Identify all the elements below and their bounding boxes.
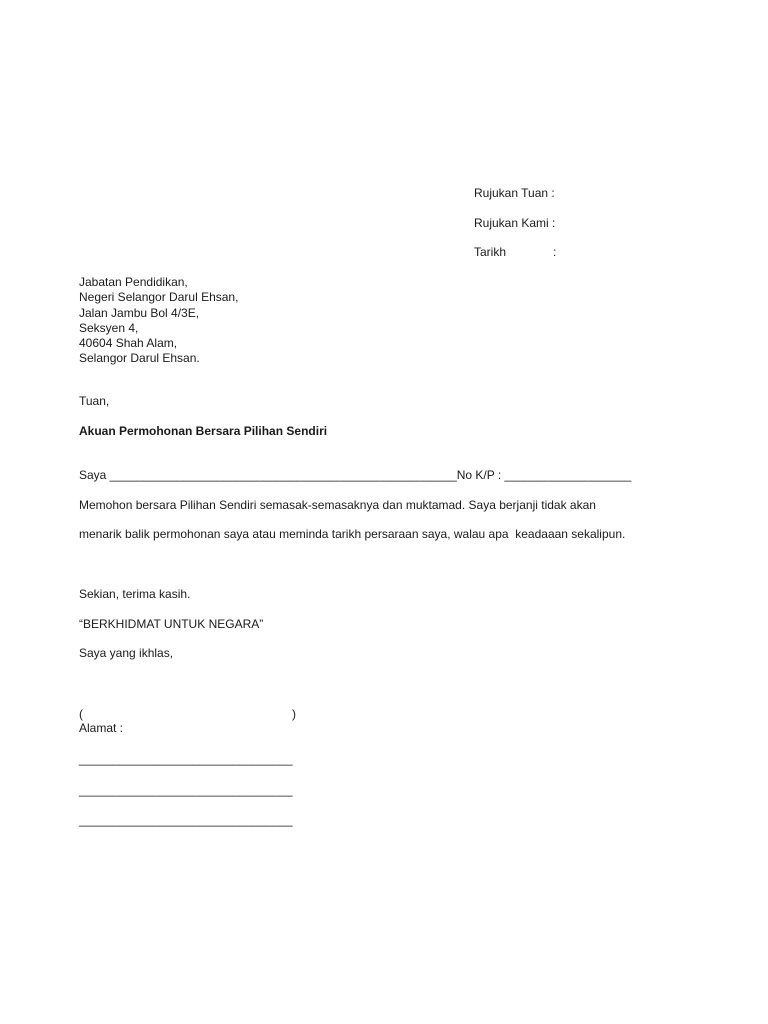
signoff: Saya yang ikhlas, <box>79 646 174 660</box>
closing: Sekian, terima kasih. <box>79 587 191 601</box>
date-colon: : <box>553 245 557 259</box>
body-paragraph-line-1: Memohon bersara Pilihan Sendiri semasak-semasaknya dan muktamad. Saya berjanji tidak akan <box>79 498 596 512</box>
sender-address-blank: ________________________________ <box>79 783 293 797</box>
our-reference: Rujukan Kami : <box>474 216 556 230</box>
motto: “BERKHIDMAT UNTUK NEGARA” <box>79 617 264 631</box>
signature-open-bracket: ( <box>79 707 83 721</box>
signature-close-bracket: ) <box>292 707 296 721</box>
salutation: Tuan, <box>79 394 110 408</box>
address-line: Jabatan Pendidikan, <box>79 275 188 289</box>
date-label: Tarikh <box>474 245 507 259</box>
address-line: Selangor Darul Ehsan. <box>79 351 200 366</box>
your-reference: Rujukan Tuan : <box>474 186 555 200</box>
sender-address-blank: ________________________________ <box>79 813 293 827</box>
body-paragraph-line-2: menarik balik permohonan saya atau meminda tarikh persaraan saya, walau apa keadaaan sekalipun. <box>79 527 626 541</box>
sender-address-blank: ________________________________ <box>79 752 293 766</box>
recipient-address <box>79 275 238 367</box>
letter-subject: Akuan Permohonan Bersara Pilihan Sendiri <box>79 424 328 438</box>
sender-address-label: Alamat : <box>79 721 124 735</box>
address-line: 40604 Shah Alam, <box>79 336 178 351</box>
address-line: Negeri Selangor Darul Ehsan, <box>79 290 239 305</box>
address-line: Seksyen 4, <box>79 320 139 335</box>
declaration-line: Saya ____________________________________________________No K/P : ___________________ <box>79 468 632 482</box>
address-line: Jalan Jambu Bol 4/3E, <box>79 305 200 320</box>
